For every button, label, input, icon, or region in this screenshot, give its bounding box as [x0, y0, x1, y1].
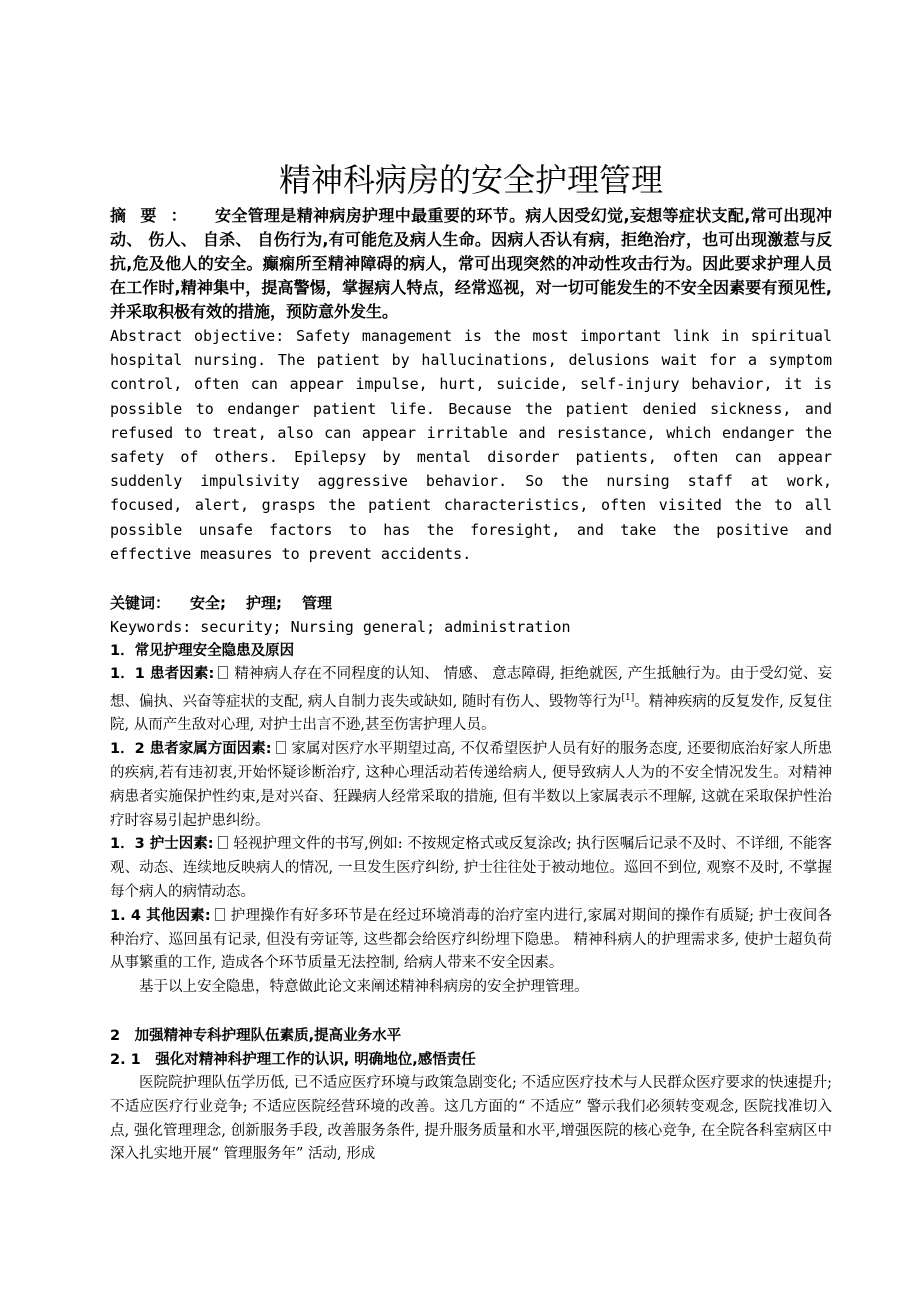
checkbox-glyph-icon	[218, 836, 228, 849]
abstract-chinese	[110, 204, 832, 324]
section-1-4-text: 护理操作有好多环节是在经过环境消毒的治疗室内进行,家属对期间的操作有质疑; 护士夜间各种治疗、巡回虽有记录, 但没有旁证等, 这些都会给医疗纠纷埋下隐患。 精神科病人的护理需求多, 使护士超负荷从事繁重的工作, 造成各个环节质量无法控制, 给病人带来不安全因素。	[110, 907, 832, 972]
section-1-summary: 基于以上安全隐患，特意做此论文来阐述精神科病房的安全护理管理。	[139, 979, 589, 996]
section-1-3-paragraph	[110, 833, 832, 904]
keyword-item: 管理	[302, 594, 333, 613]
section-2-1-paragraph: 医院院护理队伍学历低, 已不适应医疗环境与政策急剧变化; 不适应医疗技术与人民群众医疗要求的快速提升; 不适应医疗行业竞争; 不适应医院经营环境的改善。这几方面的“ 不适应” 警示我们必须转变观念, 医院找准切入点, 强化管理理念, 创新服务手段, 改善服务条件, 提升服务质量和水平,增强医院的核心竞争, 在全院各科室病区中深入扎实地开展“ 管理服务年” 活动, 形成	[110, 1075, 832, 1163]
keywords-chinese	[110, 591, 832, 615]
section-1-1-text-cont: 。精神疾病的反复发作, 反复住院, 从而产生敌对心理, 对护士出言不逊,甚至伤害护理人员。	[110, 693, 833, 734]
checkbox-glyph-icon	[218, 666, 228, 679]
abstract-label: 摘要：	[110, 206, 202, 225]
section-1-3-text: 轻视护理文件的书写,例如: 不按规定格式或反复涂改; 执行医嘱后记录不及时、不详细, 不能客观、动态、连续地反映病人的情况, 一旦发生医疗纠纷, 护士往往处于被动地位。巡回不到位, 观察不及时, 不掌握每个病人的病情动态。	[110, 836, 832, 901]
section-1-1-text: 精神病人存在不同程度的认知、 情感、 意志障碍, 拒绝就医, 产生抵触行为。由于受幻觉、妄想、偏执、兴奋等症状的支配, 病人自制力丧失或缺如, 随时有伤人、毁物等行为	[110, 666, 833, 710]
spacer	[110, 1000, 832, 1024]
document-page	[110, 158, 832, 1167]
section-1-1-label: 1．1 患者因素:	[110, 666, 215, 683]
section-1-4-label: 1. 4 其他因素:	[110, 907, 211, 924]
checkbox-glyph-icon	[276, 741, 286, 754]
abstract-english: Abstract objective: Safety management is the most important link in spiritual hospital nursing. The patient by hallucinations, delusions wait for a symptom control, often can appear impulse, hurt, suicide, self-injury behavior, it is possible to endanger patient life. Because the patient denied sickness, and refused to treat, also can appear irritable and resistance, which endanger the safety of others. Epilepsy by mental disorder patients, often can appear suddenly impulsivity aggressive behavior. So the nursing staff at work, focused, alert, grasps the patient characteristics, often visited the to all possible unsafe factors to has the foresight, and take the positive and effective measures to prevent accidents.	[110, 327, 832, 563]
keyword-item: 安全;	[190, 594, 227, 613]
section-1-2-text: 家属对医疗水平期望过高, 不仅希望医护人员有好的服务态度, 还要彻底治好家人所患的疾病,若有违初衷,开始怀疑诊断治疗, 这种心理活动若传递给病人, 便导致病人人为的不安全情况发生。对精神病患者实施保护性约束,是对兴奋、狂躁病人经常采取的措施, 但有半数以上家属表示不理解, 这就在采取保护性治疗时容易引起护患纠纷。	[110, 741, 832, 829]
section-2-heading: 2 加强精神专科护理队伍素质,提高业务水平	[110, 1028, 402, 1045]
section-1-1-paragraph	[110, 663, 832, 738]
document-title: 精神科病房的安全护理管理	[278, 161, 663, 199]
keyword-item: 护理;	[246, 594, 283, 613]
checkbox-glyph-icon	[215, 908, 225, 921]
section-1-heading: 1．常见护理安全隐患及原因	[110, 643, 295, 660]
abstract-chinese-text: 安全管理是精神病房护理中最重要的环节。病人因受幻觉,妄想等症状支配,常可出现冲动、 伤人、 自杀、 自伤行为,有可能危及病人生命。因病人否认有病，拒绝治疗，也可出现激惹与反抗,危及他人的安全。癫痫所至精神障碍的病人，常可出现突然的冲动性攻击行为。因此要求护理人员在工作时,精神集中，提高警惕，掌握病人特点，经常巡视，对一切可能发生的不安全因素要有预见性,并采取积极有效的措施，预防意外发生。	[110, 206, 832, 321]
reference-mark: [1]	[621, 692, 635, 703]
section-2-1-heading: 2. 1 强化对精神科护理工作的认识, 明确地位,感悟责任	[110, 1052, 476, 1069]
section-1-4-paragraph	[110, 905, 832, 976]
section-1-2-paragraph	[110, 738, 832, 833]
section-1-3-label: 1．3 护士因素:	[110, 836, 214, 853]
keywords-label: 关键词：	[110, 594, 171, 613]
keywords-english: Keywords: security; Nursing general; administration	[110, 618, 571, 637]
section-1-2-label: 1．2 患者家属方面因素:	[110, 741, 272, 758]
